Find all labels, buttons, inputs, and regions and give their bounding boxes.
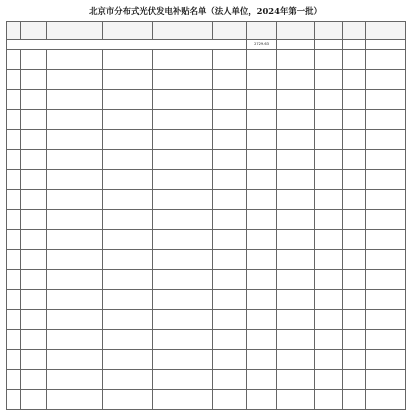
cell-seq — [7, 330, 21, 350]
cell-project — [47, 170, 103, 190]
cell-project — [47, 370, 103, 390]
cell-district — [21, 90, 47, 110]
cell-date — [277, 370, 315, 390]
column-header — [21, 22, 47, 40]
cell-code — [213, 90, 247, 110]
cell-date — [277, 150, 315, 170]
cell-address — [153, 370, 213, 390]
cell-sub — [315, 330, 343, 350]
cell-district — [21, 370, 47, 390]
cell-sub — [315, 170, 343, 190]
cell-unit — [103, 70, 153, 90]
cell-capacity — [247, 170, 277, 190]
cell-unit — [103, 150, 153, 170]
cell-project — [47, 230, 103, 250]
cell-address — [153, 330, 213, 350]
summary-row — [7, 40, 406, 50]
cell-std — [343, 110, 366, 130]
cell-unit — [103, 210, 153, 230]
cell-project — [47, 90, 103, 110]
cell-sub — [315, 250, 343, 270]
cell-district — [21, 210, 47, 230]
cell-capacity — [247, 290, 277, 310]
cell-date — [277, 70, 315, 90]
cell-project — [47, 50, 103, 70]
cell-sub — [315, 110, 343, 130]
cell-std — [343, 370, 366, 390]
cell-district — [21, 330, 47, 350]
cell-agency — [366, 90, 406, 110]
cell-unit — [103, 190, 153, 210]
cell-seq — [7, 210, 21, 230]
document-title: 北京市分布式光伏发电补贴名单（法人单位，2024年第一批） — [89, 6, 322, 16]
column-header — [277, 22, 315, 40]
cell-address — [153, 310, 213, 330]
cell-district — [21, 130, 47, 150]
cell-std — [343, 70, 366, 90]
cell-seq — [7, 90, 21, 110]
cell-code — [213, 330, 247, 350]
cell-project — [47, 190, 103, 210]
cell-sub — [315, 150, 343, 170]
table-row — [7, 250, 406, 270]
table-row — [7, 350, 406, 370]
table-row — [7, 150, 406, 170]
cell-std — [343, 130, 366, 150]
cell-date — [277, 110, 315, 130]
cell-date — [277, 250, 315, 270]
cell-seq — [7, 70, 21, 90]
cell-std — [343, 250, 366, 270]
cell-district — [21, 290, 47, 310]
cell-agency — [366, 150, 406, 170]
cell-project — [47, 310, 103, 330]
cell-sub — [315, 130, 343, 150]
cell-district — [21, 110, 47, 130]
cell-code — [213, 290, 247, 310]
cell-unit — [103, 50, 153, 70]
table-row — [7, 170, 406, 190]
cell-seq — [7, 270, 21, 290]
cell-sub — [315, 270, 343, 290]
cell-project — [47, 330, 103, 350]
cell-seq — [7, 290, 21, 310]
cell-std — [343, 230, 366, 250]
cell-unit — [103, 370, 153, 390]
summary-label — [7, 40, 247, 50]
cell-date — [277, 130, 315, 150]
cell-code — [213, 50, 247, 70]
cell-std — [343, 310, 366, 330]
cell-capacity — [247, 270, 277, 290]
cell-address — [153, 170, 213, 190]
cell-code — [213, 190, 247, 210]
cell-code — [213, 350, 247, 370]
table-row — [7, 190, 406, 210]
cell-sub — [315, 50, 343, 70]
cell-address — [153, 350, 213, 370]
table-header — [7, 22, 406, 40]
cell-district — [21, 70, 47, 90]
cell-unit — [103, 110, 153, 130]
cell-seq — [7, 370, 21, 390]
cell-capacity — [247, 70, 277, 90]
cell-capacity — [247, 250, 277, 270]
cell-std — [343, 170, 366, 190]
cell-address — [153, 290, 213, 310]
cell-date — [277, 330, 315, 350]
column-header — [366, 22, 406, 40]
table-row — [7, 70, 406, 90]
cell-capacity — [247, 130, 277, 150]
cell-project — [47, 250, 103, 270]
cell-seq — [7, 50, 21, 70]
cell-district — [21, 190, 47, 210]
cell-unit — [103, 310, 153, 330]
cell-date — [277, 310, 315, 330]
cell-capacity — [247, 370, 277, 390]
cell-address — [153, 250, 213, 270]
table-row — [7, 230, 406, 250]
table-row — [7, 90, 406, 110]
cell-address — [153, 90, 213, 110]
cell-capacity — [247, 50, 277, 70]
cell-capacity — [247, 350, 277, 370]
cell-capacity — [247, 210, 277, 230]
cell-capacity — [247, 310, 277, 330]
cell-district — [21, 150, 47, 170]
cell-agency — [366, 50, 406, 70]
table-row — [7, 110, 406, 130]
table-row — [7, 130, 406, 150]
cell-district — [21, 350, 47, 370]
cell-project — [47, 350, 103, 370]
cell-std — [343, 150, 366, 170]
cell-unit — [103, 170, 153, 190]
cell-date — [277, 210, 315, 230]
cell-std — [343, 90, 366, 110]
cell-address — [153, 70, 213, 90]
cell-date — [277, 230, 315, 250]
cell-std — [343, 350, 366, 370]
table-row — [7, 330, 406, 350]
cell-agency — [366, 190, 406, 210]
column-header — [213, 22, 247, 40]
cell-project — [47, 290, 103, 310]
cell-code — [213, 70, 247, 90]
cell-agency — [366, 370, 406, 390]
column-header — [103, 22, 153, 40]
cell-agency — [366, 170, 406, 190]
cell-address — [153, 130, 213, 150]
cell-capacity — [247, 90, 277, 110]
column-header — [315, 22, 343, 40]
cell-agency — [366, 290, 406, 310]
cell-sub — [315, 190, 343, 210]
cell-capacity — [247, 190, 277, 210]
cell-std — [343, 190, 366, 210]
cell-address — [153, 270, 213, 290]
cell-seq — [7, 250, 21, 270]
cell-project — [47, 70, 103, 90]
cell-sub — [315, 70, 343, 90]
cell-seq — [7, 310, 21, 330]
cell-sub — [315, 210, 343, 230]
column-header — [47, 22, 103, 40]
cell-sub — [315, 230, 343, 250]
cell-capacity — [247, 330, 277, 350]
cell-district — [21, 50, 47, 70]
cell-date — [277, 270, 315, 290]
cell-seq — [7, 130, 21, 150]
column-header — [343, 22, 366, 40]
cell-agency — [366, 130, 406, 150]
cell-project — [47, 110, 103, 130]
subsidy-table — [6, 21, 406, 410]
cell-district — [21, 310, 47, 330]
cell-address — [153, 50, 213, 70]
cell-unit — [103, 350, 153, 370]
cell-seq — [7, 170, 21, 190]
table-row — [7, 50, 406, 70]
cell-agency — [366, 70, 406, 90]
cell-code — [213, 270, 247, 290]
cell-project — [47, 210, 103, 230]
cell-capacity — [247, 110, 277, 130]
cell-address — [153, 190, 213, 210]
table-row — [7, 270, 406, 290]
cell-seq — [7, 350, 21, 370]
cell-capacity — [247, 150, 277, 170]
cell-sub — [315, 370, 343, 390]
cell-date — [277, 290, 315, 310]
cell-agency — [366, 250, 406, 270]
cell-code — [213, 250, 247, 270]
cell-date — [277, 170, 315, 190]
cell-code — [213, 370, 247, 390]
summary-total: 2729.63 — [247, 40, 277, 50]
cell-unit — [103, 130, 153, 150]
cell-agency — [366, 230, 406, 250]
cell-unit — [103, 270, 153, 290]
cell-std — [343, 210, 366, 230]
cell-code — [213, 210, 247, 230]
cell-district — [21, 270, 47, 290]
cell-date — [277, 350, 315, 370]
cell-address — [153, 150, 213, 170]
cell-agency — [366, 350, 406, 370]
cell-code — [213, 310, 247, 330]
column-header — [247, 22, 277, 40]
cell-unit — [103, 290, 153, 310]
cell-unit — [103, 330, 153, 350]
cell-district — [21, 250, 47, 270]
cell-code — [213, 230, 247, 250]
cell-capacity — [247, 230, 277, 250]
cell-address — [153, 210, 213, 230]
cell-sub — [315, 290, 343, 310]
cell-seq — [7, 190, 21, 210]
table-row — [7, 310, 406, 330]
cell-agency — [366, 310, 406, 330]
cell-seq — [7, 150, 21, 170]
table-row — [7, 210, 406, 230]
cell-date — [277, 90, 315, 110]
cell-sub — [315, 350, 343, 370]
cell-unit — [103, 90, 153, 110]
table-row — [7, 290, 406, 310]
cell-date — [277, 190, 315, 210]
table-row — [7, 370, 406, 390]
cell-address — [153, 230, 213, 250]
cell-district — [21, 170, 47, 190]
cell-unit — [103, 250, 153, 270]
cell-std — [343, 50, 366, 70]
cell-agency — [366, 330, 406, 350]
cell-code — [213, 130, 247, 150]
cell-date — [277, 50, 315, 70]
cell-std — [343, 330, 366, 350]
cell-project — [47, 130, 103, 150]
cell-address — [153, 110, 213, 130]
cell-seq — [7, 230, 21, 250]
cell-code — [213, 150, 247, 170]
column-header — [7, 22, 21, 40]
cell-std — [343, 270, 366, 290]
cell-agency — [366, 110, 406, 130]
column-header — [153, 22, 213, 40]
cell-sub — [315, 90, 343, 110]
cell-unit — [103, 230, 153, 250]
cell-std — [343, 290, 366, 310]
cell-code — [213, 170, 247, 190]
cell-project — [47, 150, 103, 170]
cell-district — [21, 230, 47, 250]
cell-code — [213, 110, 247, 130]
cell-sub — [315, 310, 343, 330]
cell-agency — [366, 270, 406, 290]
cell-project — [47, 270, 103, 290]
cell-agency — [366, 210, 406, 230]
cell-seq — [7, 110, 21, 130]
